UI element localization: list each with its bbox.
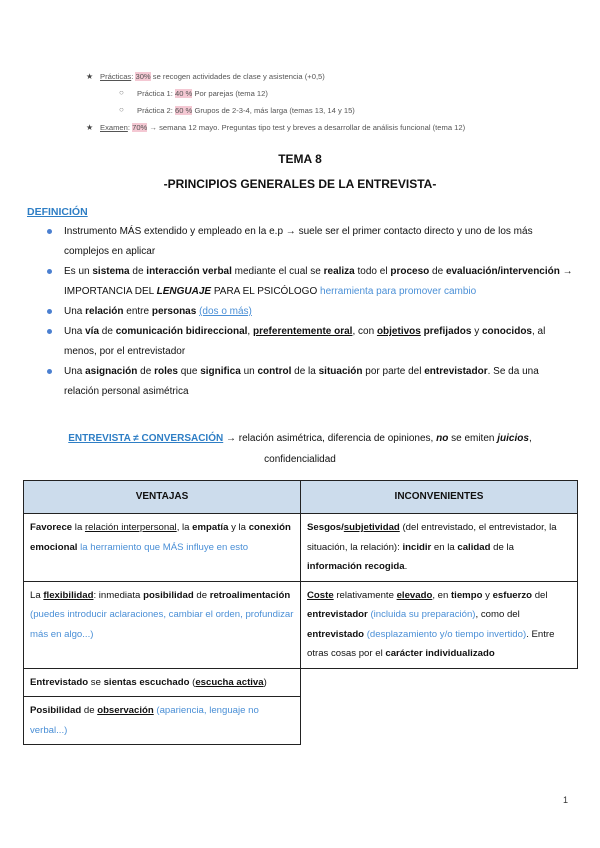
definition-list bbox=[46, 222, 576, 402]
star-bullet-icon: ★ bbox=[86, 123, 94, 132]
bullet-dot-icon bbox=[47, 329, 52, 334]
table-cell: Sesgos/subjetividad (del entrevistado, el entrevistador, la situación, la relación): incidir en la calidad de la información recogida. bbox=[301, 514, 578, 582]
eval-label: Práctica 1: bbox=[137, 89, 173, 98]
bullet-dot-icon bbox=[47, 309, 52, 314]
table-cell: Entrevistado se sientas escuchado (escucha activa) bbox=[24, 668, 301, 697]
eval-item-practica1 bbox=[86, 89, 576, 106]
table-row bbox=[24, 697, 578, 745]
list-item: Es un sistema de interacción verbal mediante el cual se realiza todo el proceso de evaluación/intervención → IMPORTANCIA DEL LENGUAJE PARA EL PSICÓLOGO herramienta para promover cambio bbox=[46, 262, 576, 302]
ventajas-inconvenientes-table bbox=[23, 480, 578, 745]
eval-text: se recogen actividades de clase y asistencia (+0,5) bbox=[152, 72, 325, 81]
table-row bbox=[24, 514, 578, 582]
eval-label: Práctica 2: bbox=[137, 106, 173, 115]
entrevista-conversacion-line: ENTREVISTA ≠ CONVERSACIÓN → relación asimétrica, diferencia de opiniones, no se emiten juicios, confidencialidad bbox=[68, 433, 532, 465]
eval-item-practicas: ★ Prácticas: 30% se recogen actividades de clase y asistencia (+0,5) bbox=[86, 72, 325, 81]
star-bullet-icon: ★ bbox=[86, 72, 94, 81]
page-subtitle: -PRINCIPIOS GENERALES DE LA ENTREVISTA- bbox=[163, 177, 437, 191]
table-header-row bbox=[24, 481, 578, 514]
table-header-ventajas: VENTAJAS bbox=[24, 481, 301, 514]
circle-bullet-icon: ○ bbox=[119, 105, 124, 114]
table-row bbox=[24, 581, 578, 668]
page-number: 1 bbox=[563, 795, 569, 805]
eval-item-practica2 bbox=[86, 106, 576, 123]
eval-label: Prácticas bbox=[100, 72, 132, 81]
list-item: Una asignación de roles que significa un control de la situación por parte del entrevistador. Se da una relación personal asimétrica bbox=[46, 362, 576, 402]
eval-item-examen: ★ Examen: 70% → semana 12 mayo. Preguntas tipo test y breves a desarrollar de análisis funcional (tema 12) bbox=[86, 123, 466, 132]
table-cell: La flexibilidad: inmediata posibilidad de retroalimentación (puedes introducir aclaraciones, cambiar el orden, profundizar más en algo...) bbox=[24, 581, 301, 668]
table-cell-empty bbox=[301, 697, 578, 745]
eval-label: Examen bbox=[100, 123, 128, 132]
table-cell: Posibilidad de observación (apariencia, lenguaje no verbal...) bbox=[24, 697, 301, 745]
page-title: TEMA 8 bbox=[278, 152, 322, 166]
bullet-dot-icon bbox=[47, 369, 52, 374]
list-item: Instrumento MÁS extendido y empleado en la e.p → suele ser el primer contacto directo y uno de los más complejos en aplicar bbox=[46, 222, 576, 262]
table-cell: Coste relativamente elevado, en tiempo y esfuerzo del entrevistador (incluida su preparación), como del entrevistado (desplazamiento y/o tiempo invertido). Entre otras cosas por el carácter individualizado bbox=[301, 581, 578, 668]
table-header-inconvenientes: INCONVENIENTES bbox=[301, 481, 578, 514]
list-item: Una relación entre personas (dos o más) bbox=[46, 302, 576, 322]
eval-percent: 30% bbox=[135, 72, 151, 81]
table-row bbox=[24, 668, 578, 697]
eval-text: Grupos de 2-3-4, más larga (temas 13, 14 y 15) bbox=[194, 106, 355, 115]
definition-heading: DEFINICIÓN bbox=[27, 206, 88, 218]
bullet-dot-icon bbox=[47, 269, 52, 274]
table-cell: Favorece la relación interpersonal, la empatía y la conexión emocional la herramiento que MÁS influye en esto bbox=[24, 514, 301, 582]
bullet-dot-icon bbox=[47, 229, 52, 234]
table-cell-empty bbox=[301, 668, 578, 697]
circle-bullet-icon: ○ bbox=[119, 88, 124, 97]
eval-text: Por parejas (tema 12) bbox=[194, 89, 268, 98]
list-item: Una vía de comunicación bidireccional, preferentemente oral, con objetivos prefijados y conocidos, al menos, por el entrevistador bbox=[46, 322, 576, 362]
eval-percent: 70% bbox=[132, 123, 148, 132]
evaluation-list bbox=[86, 72, 576, 140]
eval-text: → semana 12 mayo. Preguntas tipo test y breves a desarrollar de análisis funcional (tema 12) bbox=[149, 123, 466, 132]
eval-percent: 40 % bbox=[175, 89, 193, 98]
eval-percent: 60 % bbox=[175, 106, 193, 115]
